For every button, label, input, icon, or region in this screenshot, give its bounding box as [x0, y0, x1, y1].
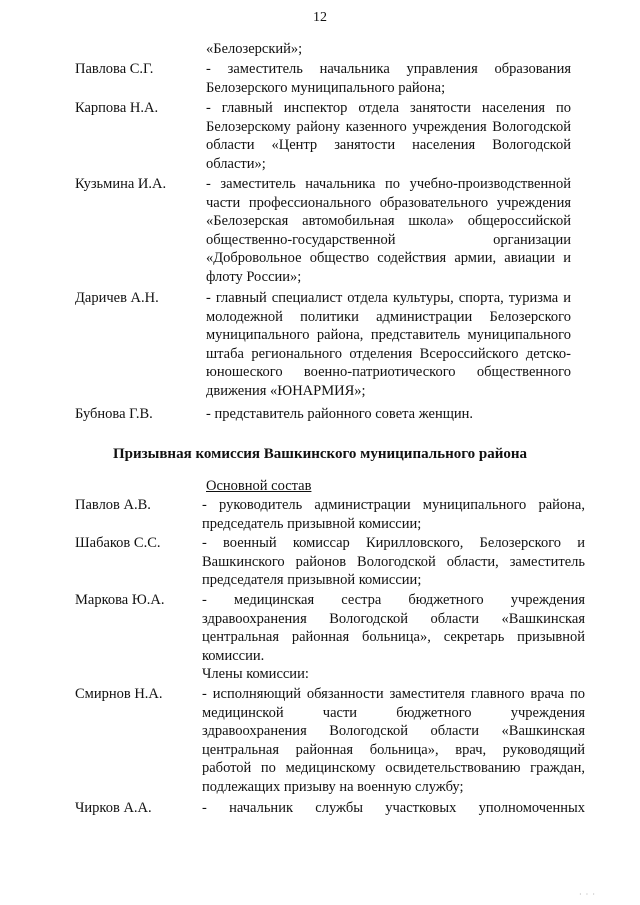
member-name: Маркова Ю.А. — [75, 592, 165, 608]
member-name: Павлов А.В. — [75, 497, 151, 513]
main-composition-label: Основной состав — [206, 478, 312, 494]
member-name: Кузьмина И.А. — [75, 176, 167, 192]
entry-description: - военный комиссар Кирилловского, Белозерского и Вашкинского районов Вологодской области, заместитель председателя призывной комиссии; — [202, 535, 585, 588]
member-name: Даричев А.Н. — [75, 290, 159, 306]
section-title: Призывная комиссия Вашкинского муниципального района — [112, 446, 528, 462]
entry-description: - представитель районного совета женщин. — [206, 406, 474, 422]
entry-description: - исполняющий обязанности заместителя главного врача по медицинской части бюджетного учреждения здравоохранения Вологодской области «Вашкинская центральная районная больница», врач, руководящий работой по медицинскому освидетельствованию граждан, подлежащих призыву на военную службу; — [202, 686, 585, 795]
entry-description: - руководитель администрации муниципального района, председатель призывной комиссии; — [202, 497, 585, 532]
member-name: Карпова Н.А. — [75, 100, 159, 116]
entry-description: - заместитель начальника по учебно-производственной части профессионального образовательного учреждения «Белозерская автомобильная школа» общероссийской общественно-государственной организации «Добровольное общество содействия армии, авиации и флоту России»; — [206, 176, 571, 285]
entry-description: «Белозерский»; — [206, 41, 303, 57]
member-name: Смирнов Н.А. — [75, 686, 163, 702]
member-name: Павлова С.Г. — [75, 61, 154, 77]
entry-description: - главный инспектор отдела занятости населения по Белозерскому району казенного учреждения Вологодской области «Центр занятости населения Вологодской области»; — [206, 100, 571, 172]
member-name: Чирков А.А. — [75, 800, 152, 816]
entry-description: - главный специалист отдела культуры, спорта, туризма и молодежной политики администрации Белозерского муниципального района, представитель муниципального штаба регионального отделения Всероссийского детско-юношеского военно-патриотического общественного движения «ЮНАРМИЯ»; — [206, 290, 571, 399]
entry-description: - заместитель начальника управления образования Белозерского муниципального района; — [206, 61, 571, 96]
page-number: 12 — [313, 10, 327, 25]
members-label: Члены комиссии: — [202, 666, 309, 682]
entry-description: - начальник службы участковых уполномоченных — [202, 800, 585, 816]
entry-description: - медицинская сестра бюджетного учреждения здравоохранения Вологодской области «Вашкинская центральная районная больница», секретарь призывной комиссии. — [202, 592, 585, 664]
corner-mark: · · · — [579, 890, 596, 899]
member-name: Бубнова Г.В. — [75, 406, 153, 422]
member-name: Шабаков С.С. — [75, 535, 161, 551]
